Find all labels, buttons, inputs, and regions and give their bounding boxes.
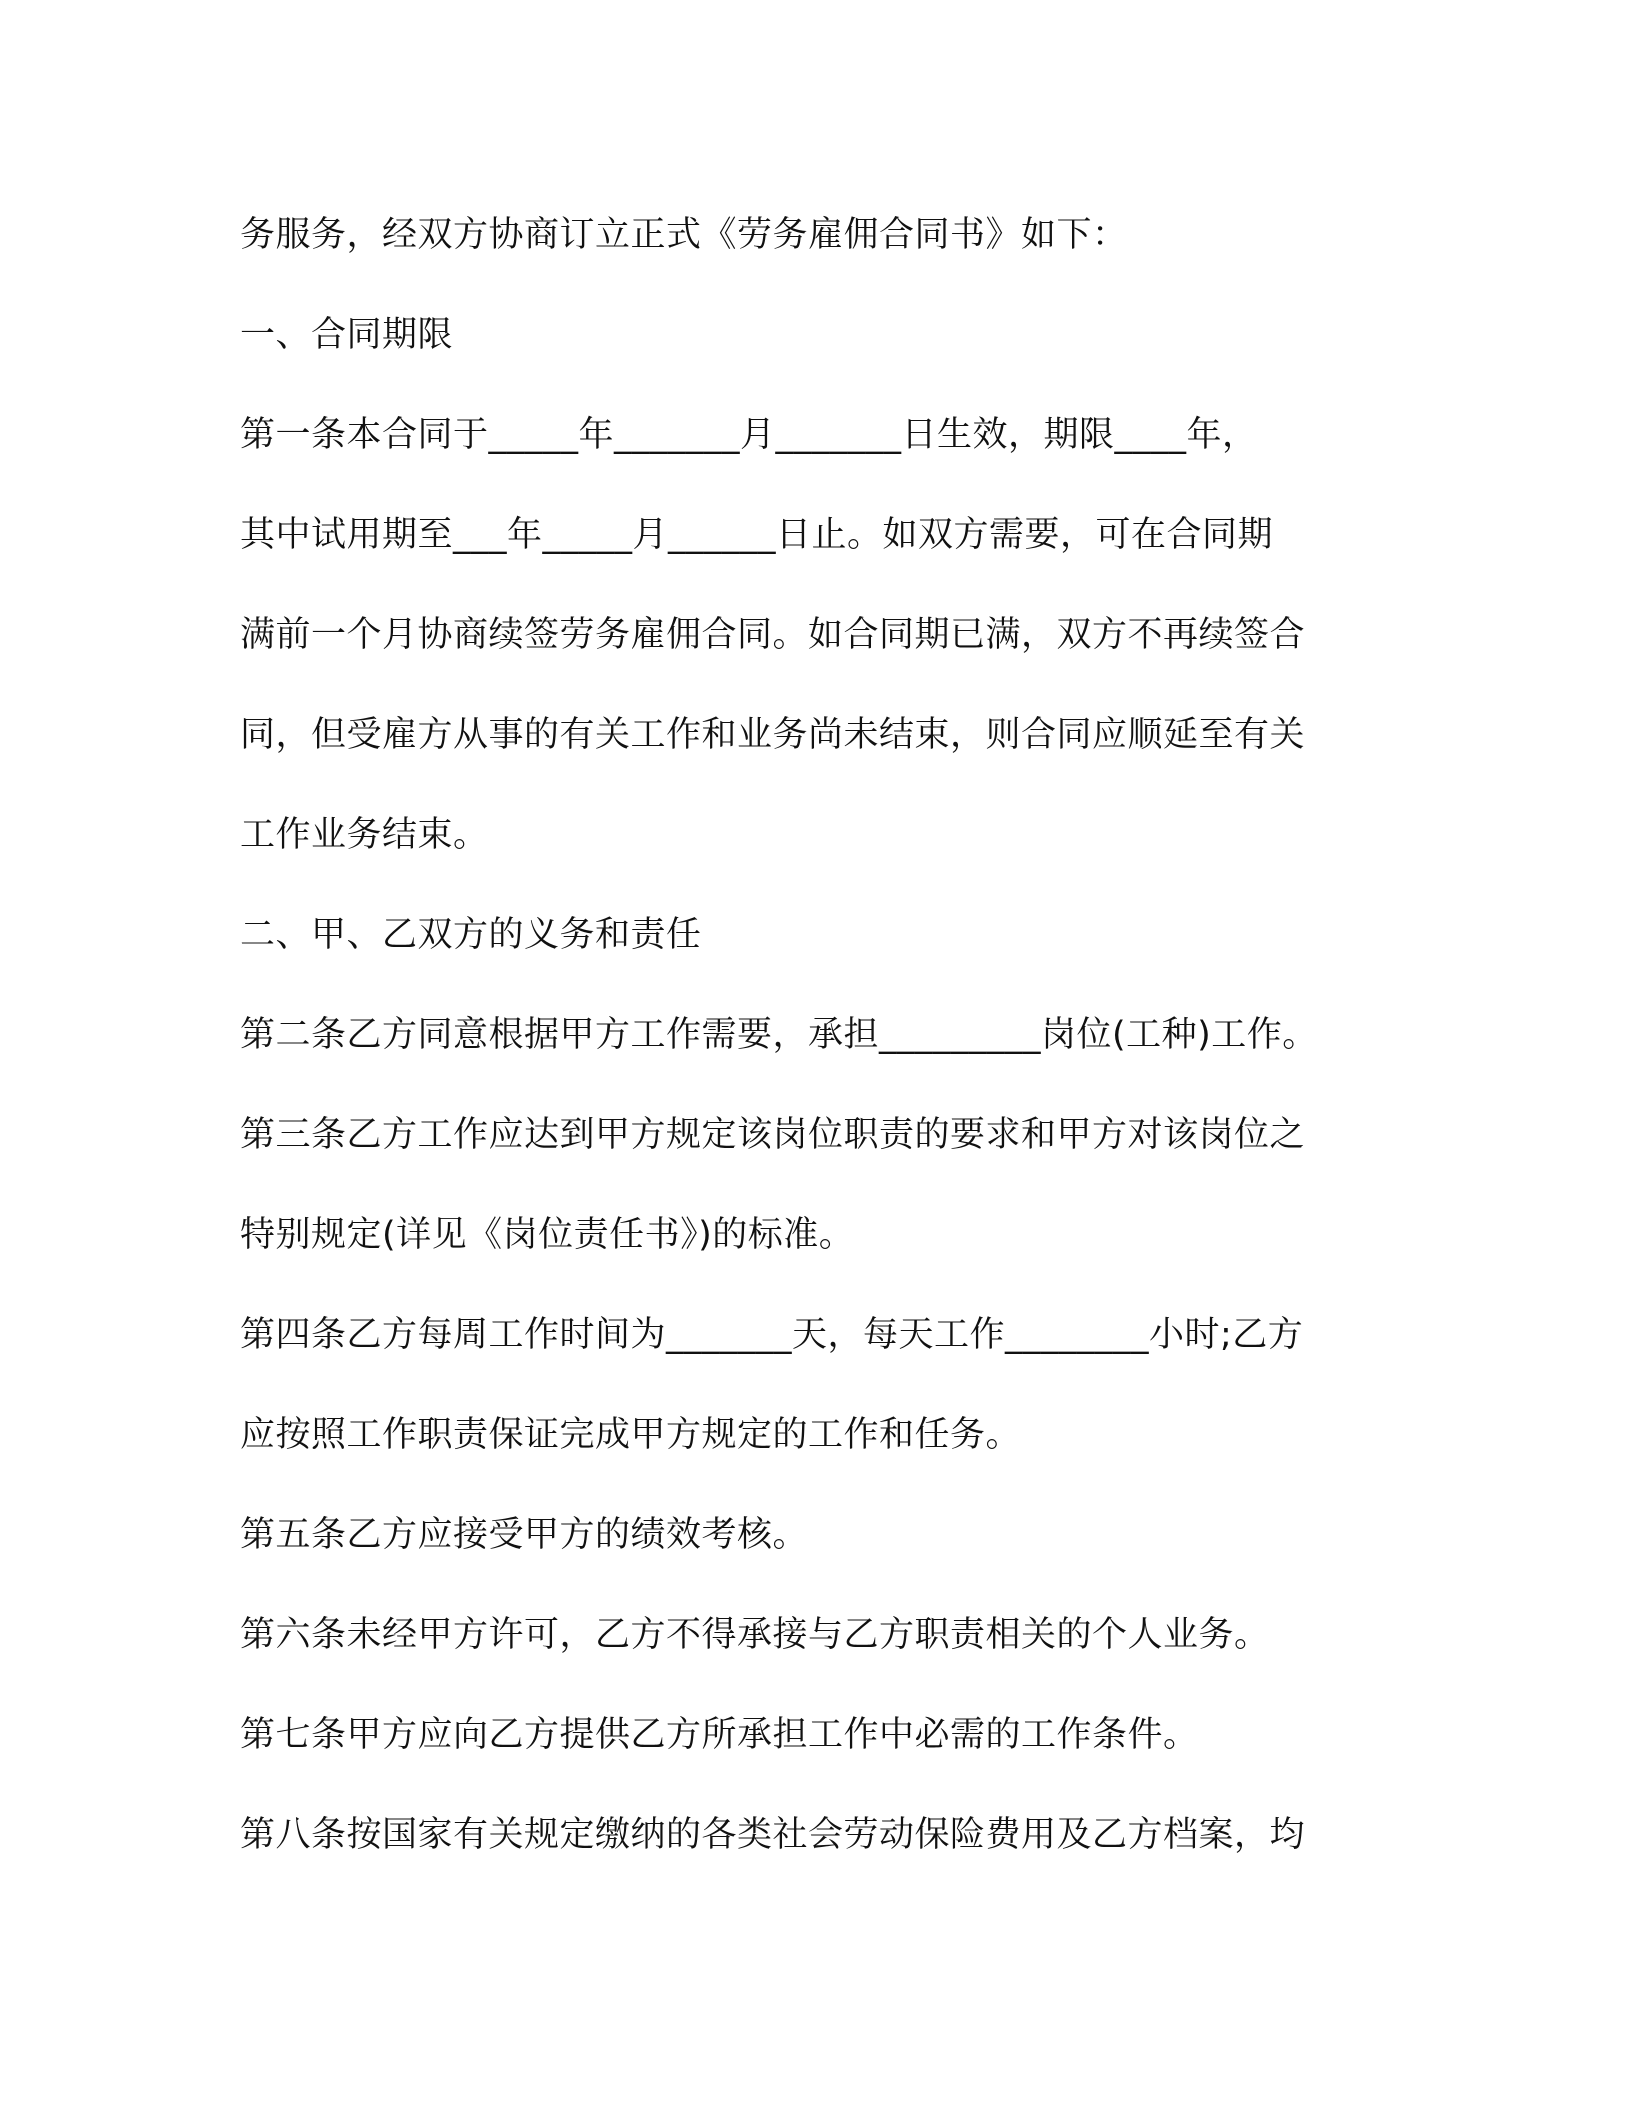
article-1-line-1: 第一条本合同于_____年_______月_______日生效，期限____年， bbox=[240, 415, 1258, 455]
article-1-line-3: 满前一个月协商续签劳务雇佣合同。如合同期已满，双方不再续签合 bbox=[240, 615, 1306, 655]
article-4-line-2: 应按照工作职责保证完成甲方规定的工作和任务。 bbox=[240, 1415, 1022, 1455]
article-1-line-2: 其中试用期至___年_____月______日止。如双方需要，可在合同期 bbox=[240, 515, 1274, 555]
article-1-line-4: 同，但受雇方从事的有关工作和业务尚未结束，则合同应顺延至有关 bbox=[240, 715, 1306, 755]
article-3-line-1: 第三条乙方工作应达到甲方规定该岗位职责的要求和甲方对该岗位之 bbox=[240, 1115, 1306, 1155]
article-8-line-1: 第八条按国家有关规定缴纳的各类社会劳动保险费用及乙方档案，均 bbox=[240, 1815, 1306, 1855]
article-3-line-2: 特别规定(详见《岗位责任书》)的标准。 bbox=[240, 1215, 855, 1255]
document-body bbox=[240, 185, 1400, 1885]
article-1-line-5: 工作业务结束。 bbox=[240, 815, 489, 855]
article-6: 第六条未经甲方许可，乙方不得承接与乙方职责相关的个人业务。 bbox=[240, 1615, 1270, 1655]
section-heading-contract-term: 一、合同期限 bbox=[240, 315, 454, 355]
section-heading-duties: 二、甲、乙双方的义务和责任 bbox=[240, 915, 702, 955]
article-2: 第二条乙方同意根据甲方工作需要，承担_________岗位(工种)工作。 bbox=[240, 1015, 1318, 1055]
article-5: 第五条乙方应接受甲方的绩效考核。 bbox=[240, 1515, 809, 1555]
article-4-line-1: 第四条乙方每周工作时间为_______天，每天工作________小时;乙方 bbox=[240, 1315, 1304, 1355]
article-7: 第七条甲方应向乙方提供乙方所承担工作中必需的工作条件。 bbox=[240, 1715, 1199, 1755]
text-line-intro: 务服务，经双方协商订立正式《劳务雇佣合同书》如下： bbox=[240, 215, 1128, 255]
